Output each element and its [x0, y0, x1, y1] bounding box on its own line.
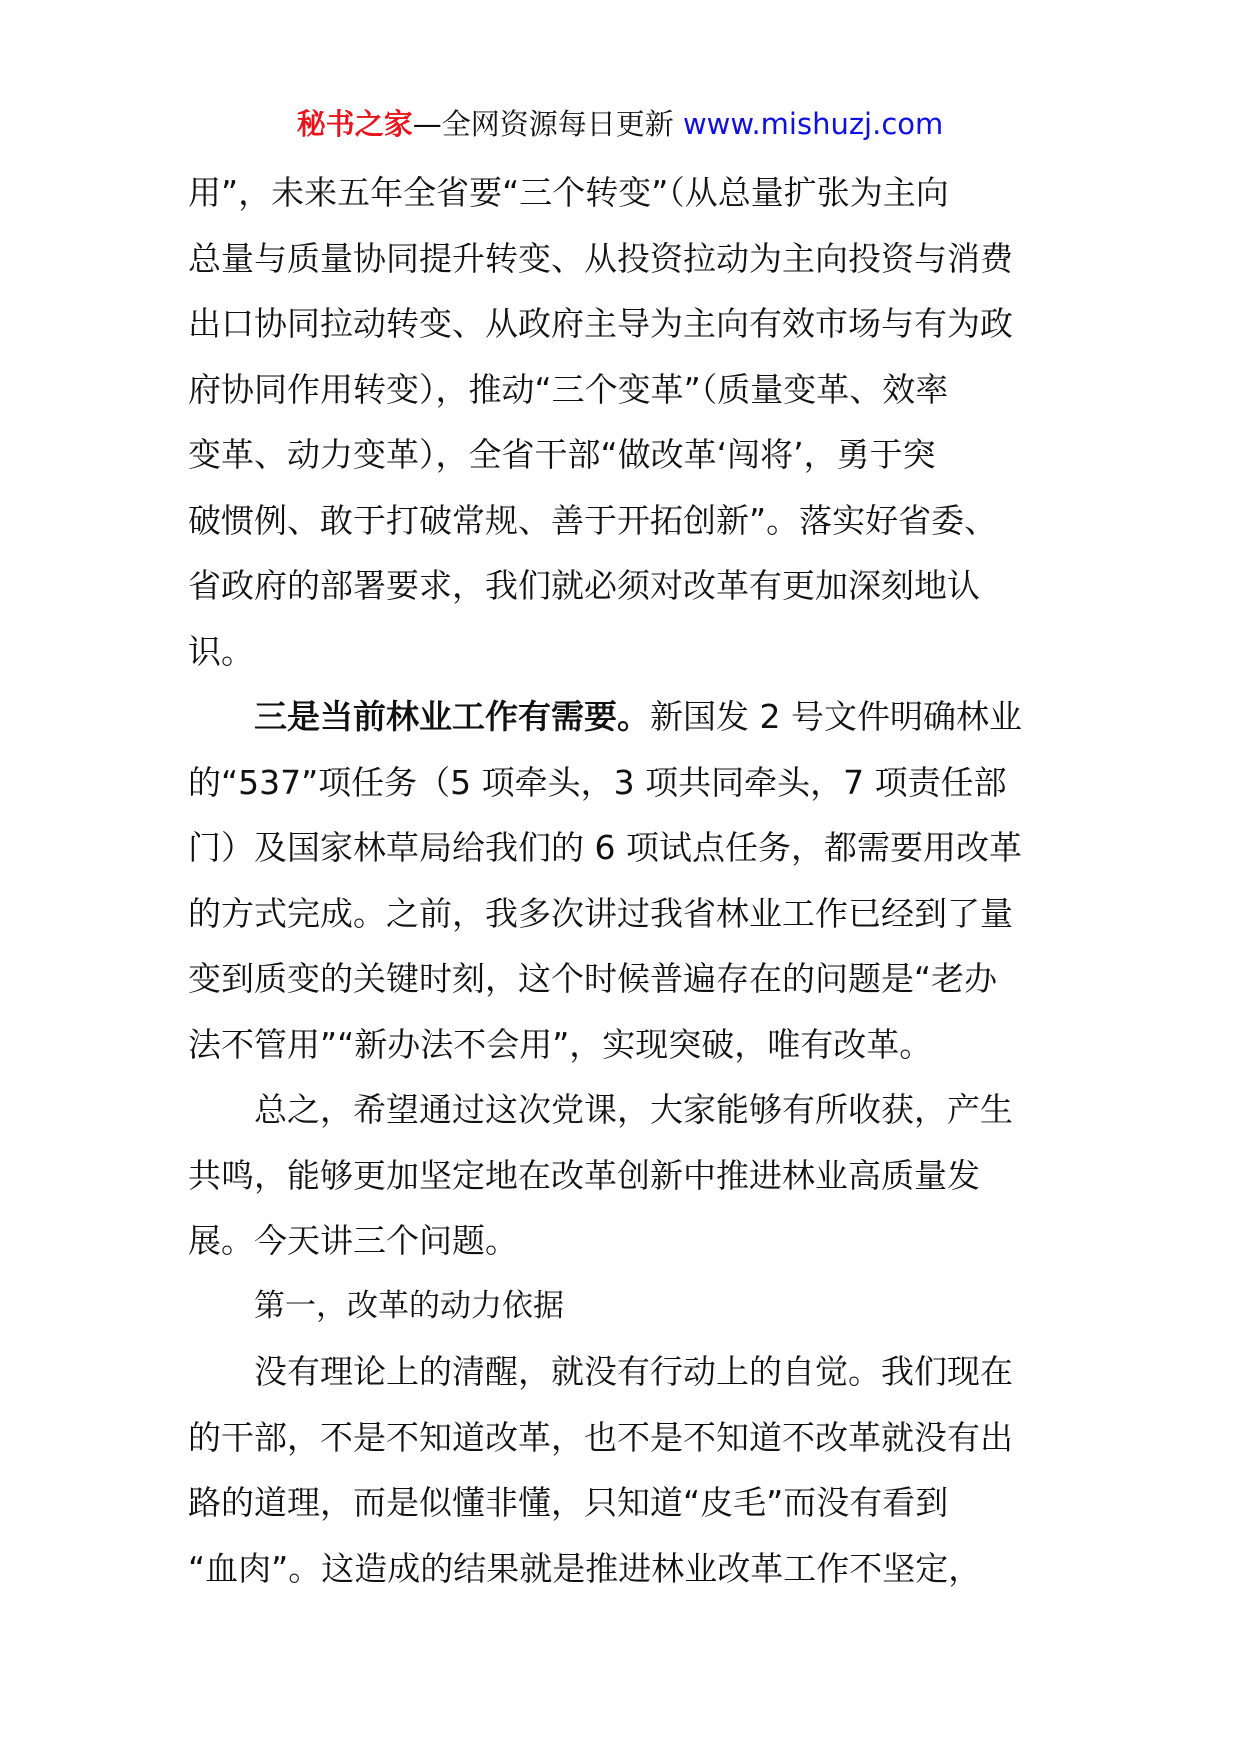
text-line: 府协同作用转变），推动“三个变革”（质量变革、效率 [188, 369, 949, 409]
text-line: 变到质变的关键时刻，这个时候普遍存在的问题是“老办 [188, 959, 998, 998]
text-line: 总之，希望通过这次党课，大家能够有所收获，产生 [254, 1090, 1013, 1129]
brand-name: 秘书之家 [296, 107, 413, 141]
site-url-link[interactable]: www.mishuzj.com [682, 107, 944, 141]
text-line: 的方式完成。之前，我多次讲过我省林业工作已经到了量 [188, 893, 1013, 933]
text-line: “血肉”。这造成的结果就是推进林业改革工作不坚定， [188, 1548, 982, 1588]
site-header [0, 100, 1240, 148]
text-line: 识。 [188, 631, 254, 671]
text-line: 共鸣，能够更加坚定地在改革创新中推进林业高质量发 [188, 1155, 980, 1195]
paragraph-lead-bold: 三是当前林业工作有需要。 [254, 697, 650, 736]
text-line: 门）及国家林草局给我们的 6 项试点任务，都需要用改革 [188, 828, 1022, 867]
text-line: 法不管用”“新办法不会用”，实现突破，唯有改革。 [188, 1024, 933, 1064]
text-line: 的干部，不是不知道改革，也不是不知道不改革就没有出 [188, 1417, 1013, 1457]
text-line: 没有理论上的清醒，就没有行动上的自觉。我们现在 [254, 1352, 1013, 1391]
paragraph-3-first-line [188, 684, 1068, 750]
text-line: 总量与质量协同提升转变、从投资拉动为主向投资与消费 [188, 238, 1013, 278]
paragraph-lead-text: 新国发 2 号文件明确林业 [650, 697, 1022, 736]
text-line: 变革、动力变革），全省干部“做改革‘闯将’，勇于突 [188, 435, 936, 474]
text-line: 路的道理，而是似懂非懂，只知道“皮毛”而没有看到 [188, 1483, 949, 1522]
text-line: 出口协同拉动转变、从政府主导为主向有效市场与有为政 [188, 304, 1013, 343]
text-line: 破惯例、敢于打破常规、善于开拓创新”。落实好省委、 [188, 500, 998, 540]
text-line: 展。今天讲三个问题。 [188, 1221, 518, 1260]
header-tagline: —全网资源每日更新 [412, 107, 683, 141]
text-line: 的“537”项任务（5 项牵头，3 项共同牵头，7 项责任部 [188, 762, 1007, 802]
text-line: 用”，未来五年全省要“三个转变”（从总量扩张为主向 [188, 173, 949, 212]
document-body [188, 160, 1068, 1601]
section-heading: 第一，改革的动力依据 [254, 1287, 564, 1324]
text-line: 省政府的部署要求，我们就必须对改革有更加深刻地认 [188, 566, 980, 605]
